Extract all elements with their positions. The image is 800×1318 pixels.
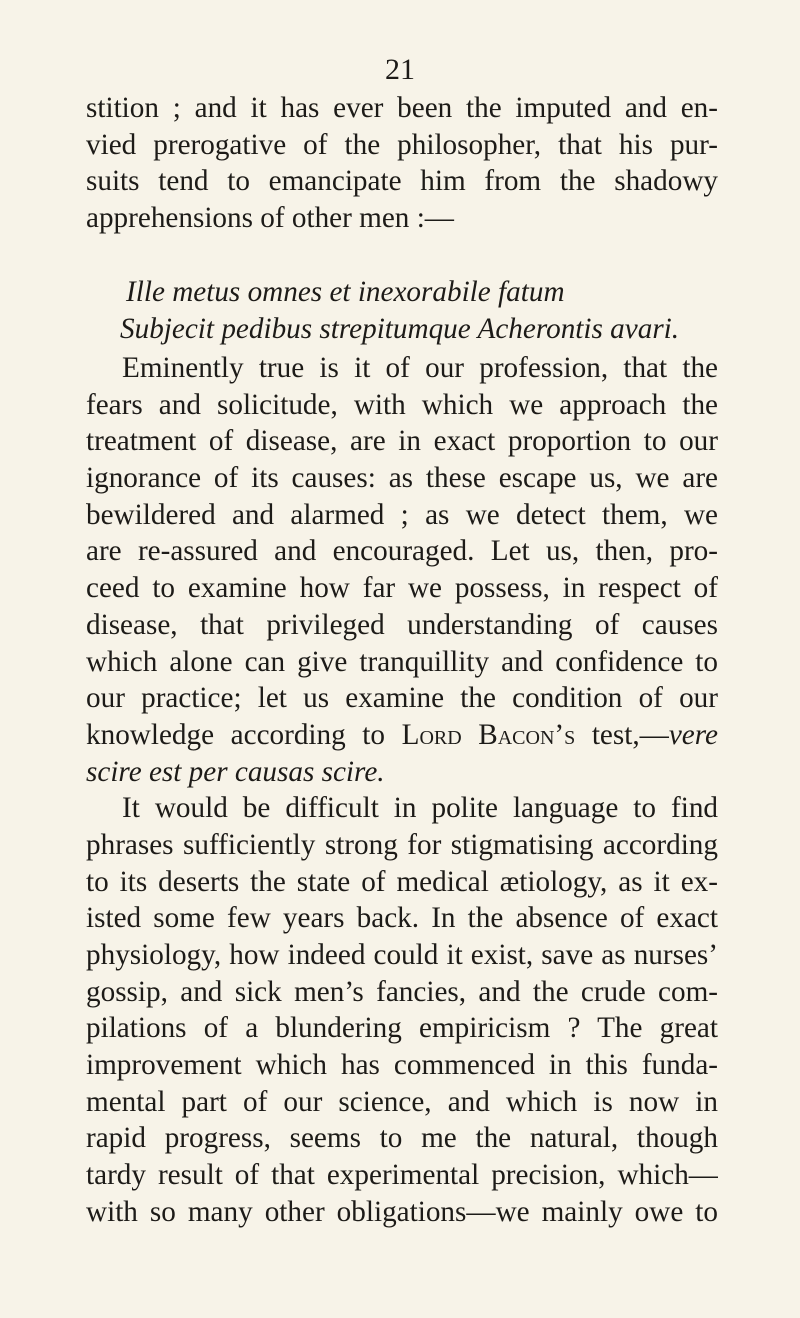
text-line: fears and solicitude, with which we approach the xyxy=(86,388,718,421)
latin-verse-quotation xyxy=(86,274,718,347)
text-line: Eminently true is it of our profession, that the xyxy=(122,352,718,384)
italic-text-line: scire est per causas scire. xyxy=(86,755,385,788)
text-line-mixed xyxy=(86,717,718,754)
text-line: with so many other obligations—we mainly owe to xyxy=(86,1195,718,1228)
text-line: isted some few years back. In the absence of exact xyxy=(86,902,718,935)
text-line: our practice; let us examine the condition of our xyxy=(86,682,718,715)
text-line: disease, that privileged understanding of causes xyxy=(86,608,718,641)
text-line: treatment of disease, are in exact proportion to our xyxy=(86,425,718,458)
italic-text: vere xyxy=(668,718,718,751)
text-line: It would be difficult in polite language to find xyxy=(122,792,718,825)
verse-line: Subjecit pedibus strepitumque Acherontis avari. xyxy=(120,312,680,345)
text-line: to its deserts the state of medical ætiology, as it ex- xyxy=(86,865,718,898)
text-line: vied prerogative of the philosopher, that his pur- xyxy=(86,128,718,161)
text-run: test,— xyxy=(575,718,669,751)
verse-line: Ille metus omnes et inexorabile fatum xyxy=(126,276,565,308)
text-line: gossip, and sick men’s fancies, and the crude com- xyxy=(86,975,718,1008)
text-line: improvement which has commenced in this funda- xyxy=(86,1049,718,1082)
text-line: pilations of a blundering empiricism ? The great xyxy=(86,1012,718,1045)
text-line: ceed to examine how far we possess, in respect of xyxy=(86,572,718,605)
paragraph-continuation xyxy=(86,90,718,237)
text-line: apprehensions of other men :— xyxy=(86,202,454,235)
text-line: tardy result of that experimental precision, which— xyxy=(86,1159,718,1192)
text-line: are re-assured and encouraged. Let us, then, pro- xyxy=(86,535,718,568)
text-line: ignorance of its causes: as these escape us, we are xyxy=(86,462,718,495)
text-line: bewildered and alarmed ; as we detect them, we xyxy=(86,498,718,531)
text-line: rapid progress, seems to me the natural, though xyxy=(86,1122,718,1155)
text-line: mental part of our science, and which is now in xyxy=(86,1085,718,1118)
text-line: which alone can give tranquillity and confidence to xyxy=(86,645,718,678)
page-number: 21 xyxy=(385,53,415,86)
text-line: suits tend to emancipate him from the shadowy xyxy=(86,165,718,198)
author-name: Lord Bacon’s xyxy=(401,718,576,751)
main-text xyxy=(86,350,718,1231)
text-line: phrases sufficiently strong for stigmatising according xyxy=(86,828,718,861)
text-line: stition ; and it has ever been the imputed and en- xyxy=(86,92,718,124)
text-line: physiology, how indeed could it exist, save as nurses’ xyxy=(86,939,718,971)
text-run: knowledge according to xyxy=(86,718,402,751)
